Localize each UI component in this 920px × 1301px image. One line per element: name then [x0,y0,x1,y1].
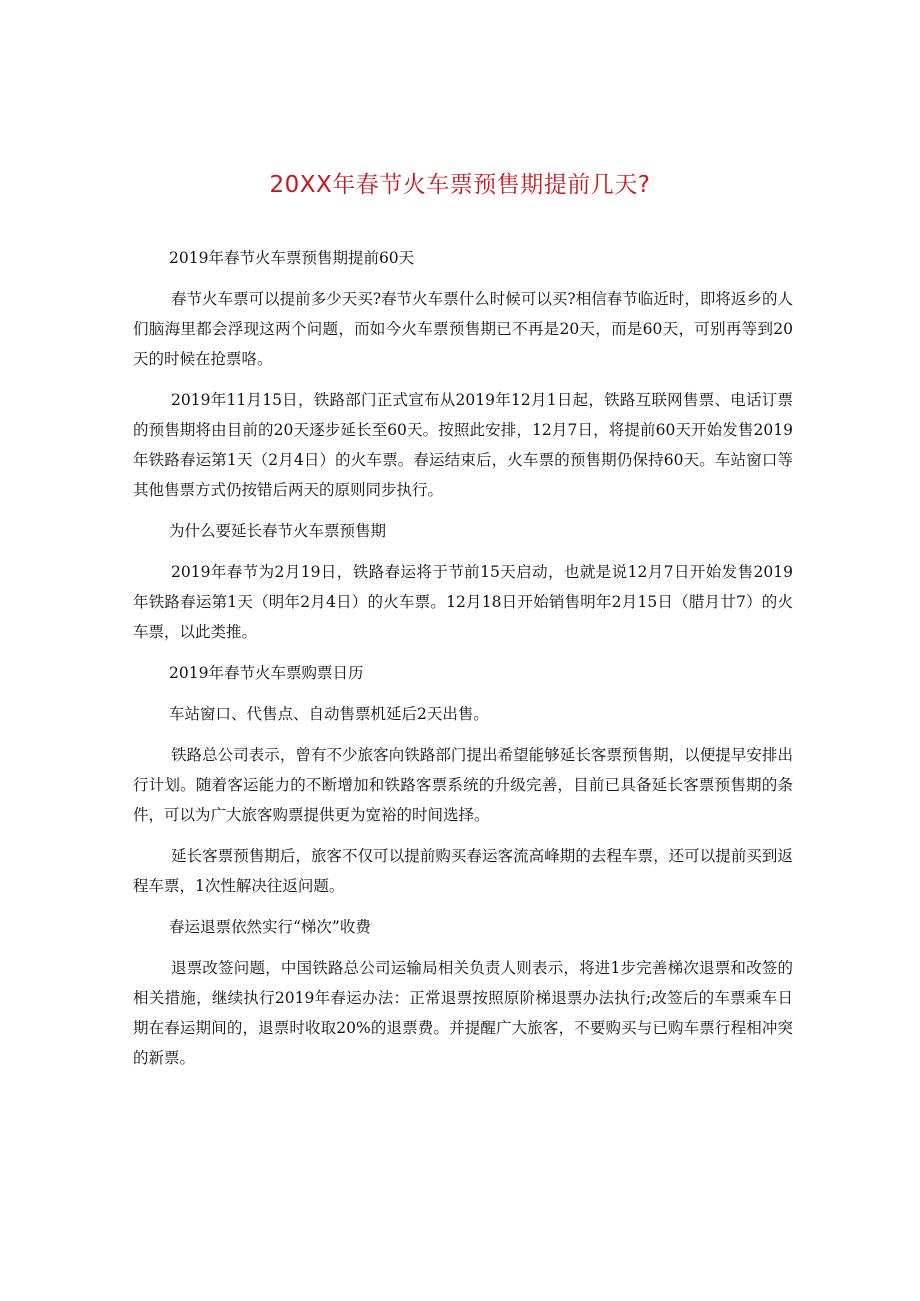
paragraph-announcement: 2019年11月15日，铁路部门正式宣布从2019年12月1日起，铁路互联网售票、电话订票的预售期将由目前的20天逐步延长至60天。按照此安排，12月7日，将提前60天开始发售2019年铁路春运第1天（2月4日）的火车票。春运结束后，火车票的预售期仍保持60天。车站窗口等其他售票方式仍按错后两天的原则同步执行。 [133,391,793,499]
paragraph-station-window-delay: 车站窗口、代售点、自动售票机延后2天出售。 [169,705,489,723]
paragraph-intro-question: 春节火车票可以提前多少天买?春节火车票什么时候可以买?相信春节临近时，即将返乡的人们脑海里都会浮现这两个问题，而如今火车票预售期已不再是20天，而是60天，可别再等到20天的时候在抢票咯。 [133,290,793,368]
document-body [133,243,793,1084]
section-heading-why-extend: 为什么要延长春节火车票预售期 [169,522,387,540]
section-heading-ticket-calendar: 2019年春节火车票购票日历 [169,664,364,682]
paragraph-spring-festival-date: 2019年春节为2月19日，铁路春运将于节前15天启动，也就是说12月7日开始发售2019年铁路春运第1天（明年2月4日）的火车票。12月18日开始销售明年2月15日（腊月廿7）的火车票，以此类推。 [133,563,793,641]
document-title: 20XX年春节火车票预售期提前几天? [269,172,651,198]
section-heading-presale-60-days: 2019年春节火车票预售期提前60天 [169,249,415,267]
paragraph-return-tickets: 延长客票预售期后，旅客不仅可以提前购买春运客流高峰期的去程车票，还可以提前买到返程车票，1次性解决往返问题。 [133,847,793,895]
paragraph-railway-statement: 铁路总公司表示，曾有不少旅客向铁路部门提出希望能够延长客票预售期，以便提早安排出行计划。随着客运能力的不断增加和铁路客票系统的升级完善，目前已具备延长客票预售期的条件，可以为广大旅客购票提供更为宽裕的时间选择。 [133,746,793,824]
paragraph-refund-policy: 退票改签问题，中国铁路总公司运输局相关负责人则表示，将进1步完善梯次退票和改签的相关措施，继续执行2019年春运办法：正常退票按照原阶梯退票办法执行;改签后的车票乘车日期在春运期间的，退票时收取20%的退票费。并提醒广大旅客，不要购买与已购车票行程相冲突的新票。 [133,959,793,1067]
section-heading-refund-fees: 春运退票依然实行“梯次”收费 [169,918,371,936]
